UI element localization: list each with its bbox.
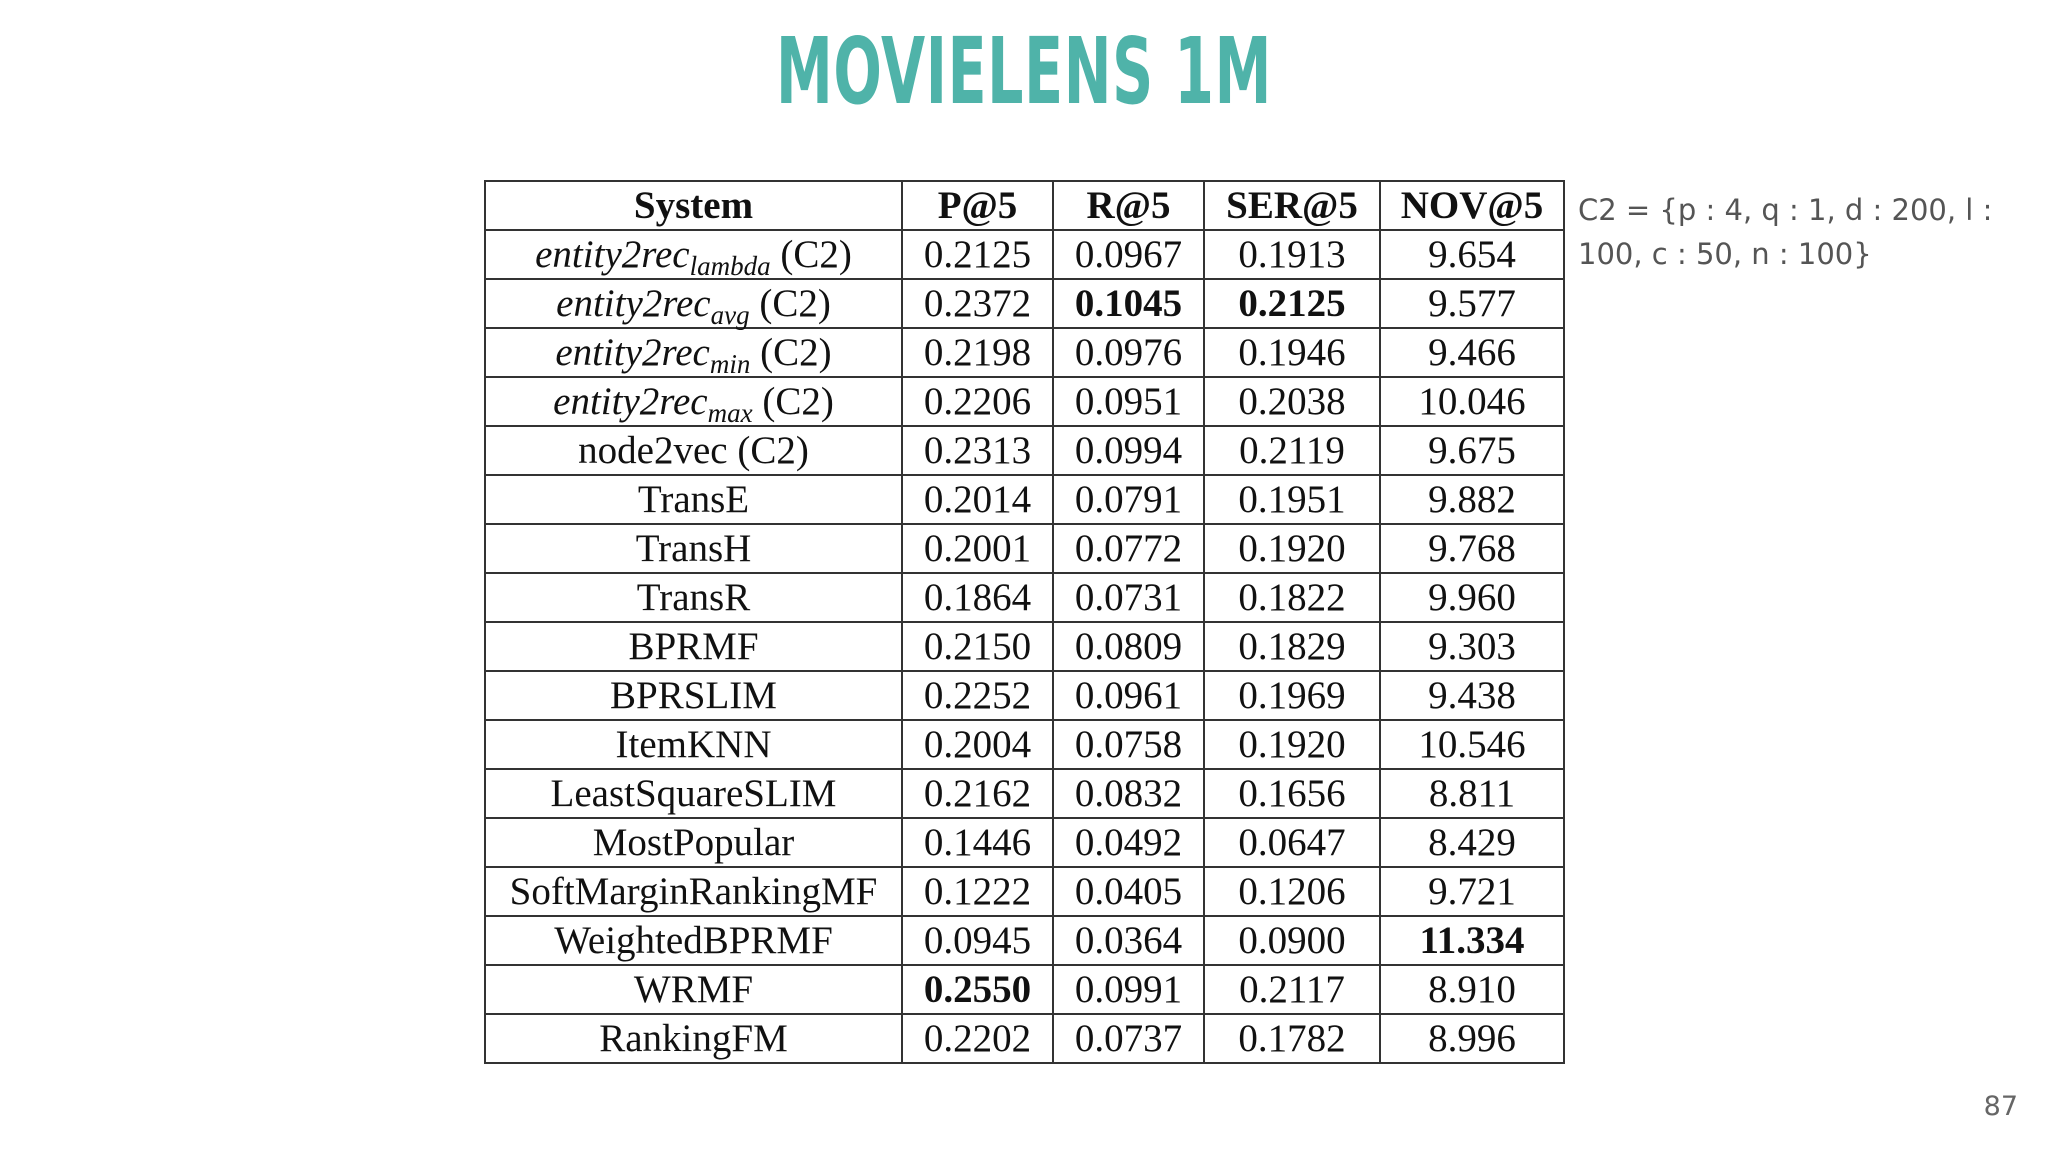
system-name: BPRMF [628, 625, 759, 668]
system-name: TransH [635, 527, 752, 570]
table-row [485, 230, 1564, 279]
table-header-row [485, 181, 1564, 230]
system-config: (C2) [780, 233, 852, 276]
metric-cell-nov5: 9.466 [1380, 328, 1564, 377]
metric-cell-nov5: 8.996 [1380, 1014, 1564, 1063]
system-name: entity2rec [555, 331, 710, 374]
system-variant: avg [710, 300, 750, 330]
metric-cell-p5: 0.2001 [902, 524, 1053, 573]
metric-cell-ser5: 0.1951 [1204, 475, 1380, 524]
metric-cell-nov5: 11.334 [1380, 916, 1564, 965]
metric-cell-r5: 0.1045 [1053, 279, 1204, 328]
system-name: BPRSLIM [610, 674, 777, 717]
metric-cell-ser5: 0.1920 [1204, 524, 1380, 573]
page-number: 87 [1983, 1091, 2018, 1122]
table-row [485, 818, 1564, 867]
system-cell [485, 279, 902, 328]
metric-cell-nov5: 9.577 [1380, 279, 1564, 328]
system-variant: lambda [689, 251, 771, 281]
metric-cell-r5: 0.0809 [1053, 622, 1204, 671]
header-p5: P@5 [902, 181, 1053, 230]
table-row [485, 622, 1564, 671]
system-name: node2vec (C2) [578, 429, 809, 472]
metric-cell-nov5: 8.910 [1380, 965, 1564, 1014]
system-cell [485, 328, 902, 377]
system-cell [485, 622, 902, 671]
metric-cell-r5: 0.0967 [1053, 230, 1204, 279]
metric-cell-r5: 0.0364 [1053, 916, 1204, 965]
metric-cell-p5: 0.2198 [902, 328, 1053, 377]
metric-cell-p5: 0.2206 [902, 377, 1053, 426]
metric-cell-p5: 0.2014 [902, 475, 1053, 524]
table-row [485, 475, 1564, 524]
metric-cell-nov5: 9.303 [1380, 622, 1564, 671]
table-row [485, 524, 1564, 573]
metric-cell-r5: 0.0991 [1053, 965, 1204, 1014]
header-ser5: SER@5 [1204, 181, 1380, 230]
metric-cell-r5: 0.0951 [1053, 377, 1204, 426]
metric-cell-r5: 0.0772 [1053, 524, 1204, 573]
system-cell [485, 769, 902, 818]
metric-cell-ser5: 0.1656 [1204, 769, 1380, 818]
metric-cell-nov5: 9.960 [1380, 573, 1564, 622]
system-cell [485, 965, 902, 1014]
metric-cell-ser5: 0.2038 [1204, 377, 1380, 426]
slide-title: MOVIELENS 1M [776, 18, 1272, 125]
metric-cell-ser5: 0.2117 [1204, 965, 1380, 1014]
table-row [485, 965, 1564, 1014]
metric-cell-r5: 0.0737 [1053, 1014, 1204, 1063]
table-row [485, 769, 1564, 818]
metric-cell-r5: 0.0994 [1053, 426, 1204, 475]
metric-cell-r5: 0.0976 [1053, 328, 1204, 377]
metric-cell-ser5: 0.1913 [1204, 230, 1380, 279]
metric-cell-nov5: 10.046 [1380, 377, 1564, 426]
system-name: TransE [637, 478, 750, 521]
metric-cell-p5: 0.2150 [902, 622, 1053, 671]
system-cell [485, 377, 902, 426]
system-name: MostPopular [592, 821, 795, 864]
table-row [485, 377, 1564, 426]
results-table [484, 180, 1565, 1064]
metric-cell-p5: 0.0945 [902, 916, 1053, 965]
metric-cell-p5: 0.2372 [902, 279, 1053, 328]
system-name: entity2rec [553, 380, 708, 423]
system-config: (C2) [759, 282, 831, 325]
header-nov5: NOV@5 [1380, 181, 1564, 230]
metric-cell-p5: 0.2004 [902, 720, 1053, 769]
metric-cell-r5: 0.0731 [1053, 573, 1204, 622]
system-cell [485, 475, 902, 524]
system-cell [485, 867, 902, 916]
metric-cell-p5: 0.2550 [902, 965, 1053, 1014]
header-r5: R@5 [1053, 181, 1204, 230]
metric-cell-r5: 0.0961 [1053, 671, 1204, 720]
system-cell [485, 720, 902, 769]
table-row [485, 573, 1564, 622]
metric-cell-r5: 0.0492 [1053, 818, 1204, 867]
metric-cell-p5: 0.2202 [902, 1014, 1053, 1063]
metric-cell-ser5: 0.2125 [1204, 279, 1380, 328]
system-config: (C2) [762, 380, 834, 423]
metric-cell-p5: 0.1446 [902, 818, 1053, 867]
metric-cell-r5: 0.0405 [1053, 867, 1204, 916]
system-variant: min [709, 349, 751, 379]
table-row [485, 916, 1564, 965]
table-row [485, 426, 1564, 475]
system-name: RankingFM [599, 1017, 788, 1060]
metric-cell-r5: 0.0832 [1053, 769, 1204, 818]
system-name: LeastSquareSLIM [550, 772, 837, 815]
system-cell [485, 573, 902, 622]
metric-cell-nov5: 8.811 [1380, 769, 1564, 818]
system-cell [485, 230, 902, 279]
metric-cell-nov5: 9.654 [1380, 230, 1564, 279]
metric-cell-nov5: 9.882 [1380, 475, 1564, 524]
metric-cell-p5: 0.1222 [902, 867, 1053, 916]
metric-cell-p5: 0.2252 [902, 671, 1053, 720]
system-name: entity2rec [535, 233, 690, 276]
metric-cell-ser5: 0.1206 [1204, 867, 1380, 916]
metric-cell-ser5: 0.0900 [1204, 916, 1380, 965]
metric-cell-ser5: 0.0647 [1204, 818, 1380, 867]
system-name: entity2rec [556, 282, 711, 325]
table-row [485, 1014, 1564, 1063]
table-row [485, 867, 1564, 916]
system-cell [485, 1014, 902, 1063]
metric-cell-nov5: 10.546 [1380, 720, 1564, 769]
metric-cell-nov5: 9.438 [1380, 671, 1564, 720]
table-body [485, 230, 1564, 1063]
system-cell [485, 426, 902, 475]
metric-cell-p5: 0.2162 [902, 769, 1053, 818]
metric-cell-p5: 0.1864 [902, 573, 1053, 622]
metric-cell-ser5: 0.2119 [1204, 426, 1380, 475]
system-cell [485, 916, 902, 965]
system-name: SoftMarginRankingMF [509, 870, 878, 913]
metric-cell-ser5: 0.1969 [1204, 671, 1380, 720]
system-config: (C2) [760, 331, 832, 374]
system-variant: max [707, 398, 753, 428]
system-name: ItemKNN [615, 723, 772, 766]
table-row [485, 671, 1564, 720]
system-name: TransR [636, 576, 751, 619]
system-cell [485, 818, 902, 867]
table-row [485, 720, 1564, 769]
table-row [485, 328, 1564, 377]
system-name: WRMF [633, 968, 754, 1011]
metric-cell-ser5: 0.1829 [1204, 622, 1380, 671]
system-cell [485, 671, 902, 720]
system-cell [485, 524, 902, 573]
metric-cell-nov5: 8.429 [1380, 818, 1564, 867]
metric-cell-nov5: 9.721 [1380, 867, 1564, 916]
table-row [485, 279, 1564, 328]
metric-cell-ser5: 0.1782 [1204, 1014, 1380, 1063]
metric-cell-nov5: 9.768 [1380, 524, 1564, 573]
metric-cell-p5: 0.2125 [902, 230, 1053, 279]
metric-cell-nov5: 9.675 [1380, 426, 1564, 475]
system-name: WeightedBPRMF [554, 919, 833, 962]
metric-cell-ser5: 0.1920 [1204, 720, 1380, 769]
config-note: C2 = {p : 4, q : 1, d : 200, l : 100, c : 50, n : 100} [1578, 193, 1993, 271]
header-system: System [485, 181, 902, 230]
metric-cell-ser5: 0.1822 [1204, 573, 1380, 622]
metric-cell-r5: 0.0791 [1053, 475, 1204, 524]
metric-cell-r5: 0.0758 [1053, 720, 1204, 769]
metric-cell-p5: 0.2313 [902, 426, 1053, 475]
metric-cell-ser5: 0.1946 [1204, 328, 1380, 377]
